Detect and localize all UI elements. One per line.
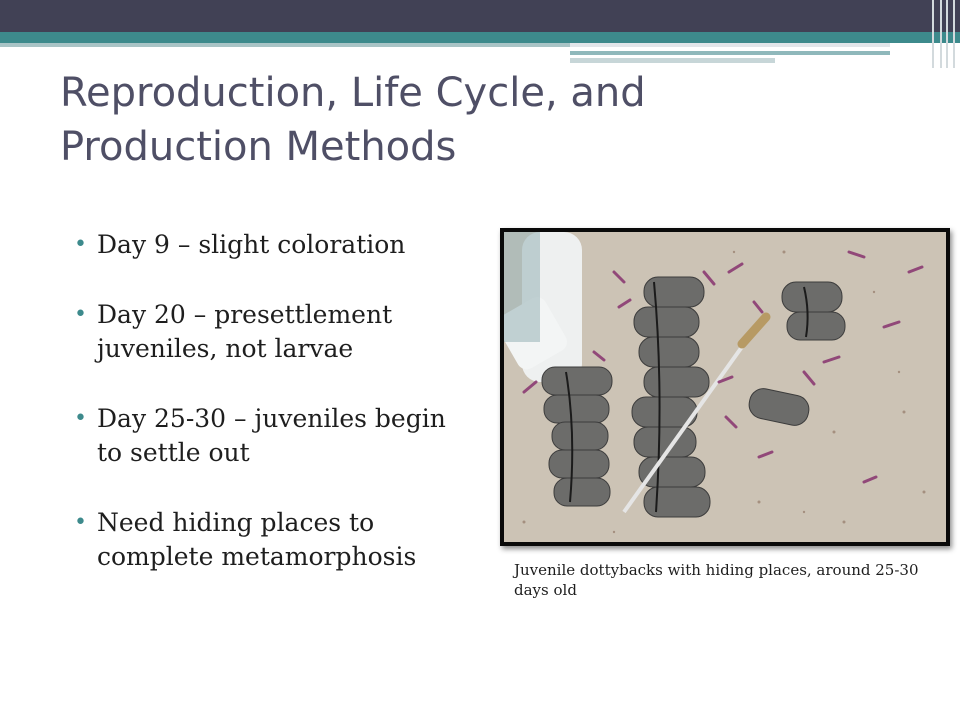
slide-title: Reproduction, Life Cycle, and Production Methods (60, 70, 646, 170)
bullet-dot-icon: • (74, 302, 87, 327)
bullet-text: Day 25-30 – juveniles begin to settle out (97, 404, 446, 467)
bullet-dot-icon: • (74, 406, 87, 431)
bullet-dot-icon: • (74, 510, 87, 535)
bullet-text: Day 9 – slight coloration (97, 230, 406, 259)
top-strip (0, 43, 570, 47)
bullet-item (74, 298, 474, 366)
photo-caption: Juvenile dottybacks with hiding places, around 25-30 days old (514, 561, 919, 599)
bullet-dot-icon: • (74, 232, 87, 257)
corner-line (940, 0, 942, 68)
corner-line (946, 0, 948, 68)
corner-line (953, 0, 955, 68)
bullet-list (74, 228, 474, 610)
photo-frame (500, 228, 950, 546)
top-strip (570, 43, 890, 47)
bullet-item (74, 228, 474, 262)
bullet-item (74, 402, 474, 470)
corner-line (932, 0, 934, 68)
top-strip (570, 58, 775, 63)
bullet-item (74, 506, 474, 574)
bullet-text: Need hiding places to complete metamorphosis (97, 508, 417, 571)
top-teal-bar (0, 32, 960, 43)
juvenile-dottybacks-photo (504, 232, 946, 542)
top-strip (570, 51, 890, 55)
corner-lines (928, 0, 960, 68)
bullet-text: Day 20 – presettlement juveniles, not larvae (97, 300, 393, 363)
top-dark-bar (0, 0, 960, 32)
